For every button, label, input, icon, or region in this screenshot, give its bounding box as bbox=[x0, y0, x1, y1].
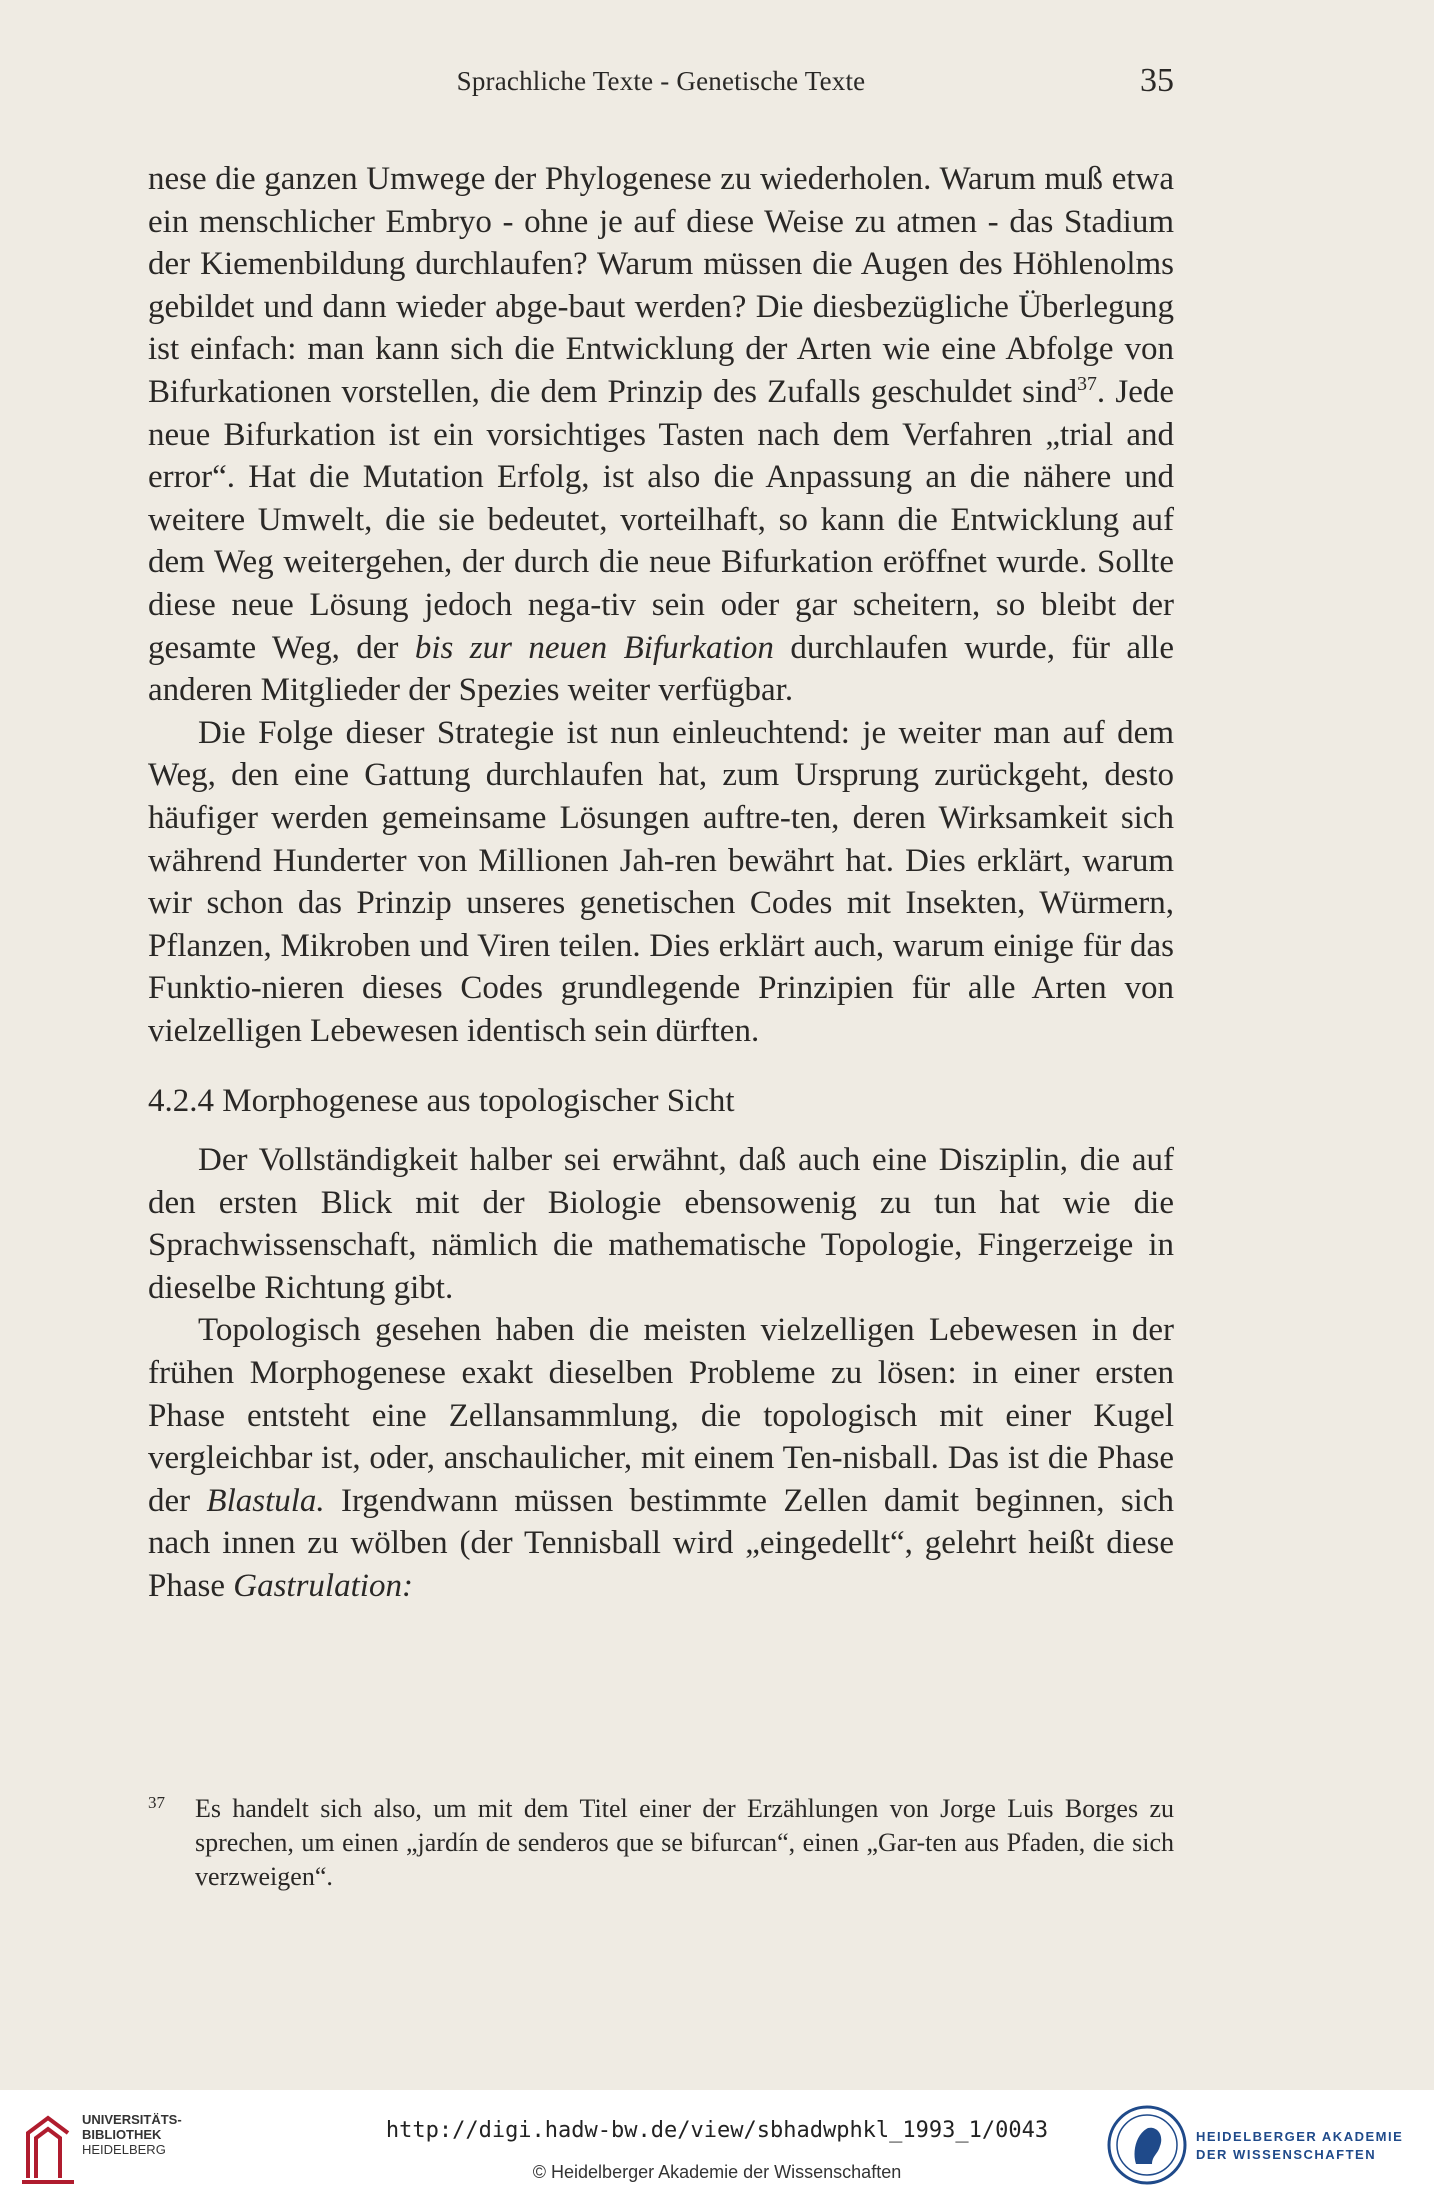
paragraph-3: Der Vollständigkeit halber sei erwähnt, daß auch eine Disziplin, die auf den ersten Blick mit der Biologie ebensowenig zu tun hat wie die Sprachwissenschaft, nämlich die mathematische Topologie, Fingerzeige in dieselbe Richtung gibt. bbox=[148, 1142, 1174, 1306]
body-text bbox=[148, 158, 1174, 1608]
footnote-reference: 37 bbox=[1077, 372, 1097, 395]
paragraph-1: nese die ganzen Umwege der Phylogenese zu wiederholen. Warum muß etwa ein menschlicher Embryo - ohne je auf diese Weise zu atmen - das Stadium der Kiemenbildung durchlaufen? Warum müssen die Augen des Höhlenolms gebildet und dann wieder abge-baut werden? Die diesbezügliche Überlegung ist einfach: man kann sich die Entwicklung der Arten wie eine Abfolge von Bifurkationen vorstellen, die dem Prinzip des Zufalls geschuldet sind$^{37}$. Jede neue Bifurkation ist ein vorsichtiges Tasten nach dem Verfahren „trial and error“. Hat die Mutation Erfolg, ist also die Anpassung an die nähere und weitere Umwelt, die sie bedeutet, vorteilhaft, so kann die Entwicklung auf dem Weg weitergehen, der durch die neue Bifurkation eröffnet wurde. Sollte diese neue Lösung jedoch nega-tiv sein oder gar scheitern, so bleibt der gesamte Weg, der bis zur neuen Bifurkation durchlaufen wurde, für alle anderen Mitglieder der Spezies weiter verfügbar. bbox=[148, 161, 1175, 709]
library-name: UNIVERSITÄTS- BIBLIOTHEK HEIDELBERG bbox=[82, 2112, 182, 2157]
footnote-number: 37 bbox=[148, 1793, 165, 1812]
academy-seal-icon bbox=[1106, 2104, 1188, 2186]
footnote bbox=[148, 1792, 1174, 1894]
viewer-footer bbox=[0, 2090, 1434, 2202]
source-url-link[interactable]: http://digi.hadw-bw.de/view/sbhadwphkl_1993_1/0043 bbox=[385, 2118, 1049, 2143]
paragraph-4: Topologisch gesehen haben die meisten vielzelligen Lebewesen in der frühen Morphogenese exakt dieselben Probleme zu lösen: in einer ersten Phase entsteht eine Zellansammlung, die topologisch mit einer Kugel vergleichbar ist, oder, anschaulicher, mit einem Ten-nisball. Das ist die Phase der Blastula. Irgendwann müssen bestimmte Zellen damit beginnen, sich nach innen zu wölben (der Tennisball wird „eingedellt“, gelehrt heißt diese Phase Gastrulation: bbox=[148, 1312, 1174, 1604]
paragraph-2: Die Folge dieser Strategie ist nun einleuchtend: je weiter man auf dem Weg, den eine Gattung durchlaufen hat, zum Ursprung zurückgeht, desto häufiger werden gemeinsame Lösungen auftre-ten, deren Wirksamkeit sich während Hunderter von Millionen Jah-ren bewährt hat. Dies erklärt, warum wir schon das Prinzip unseres genetischen Codes mit Insekten, Würmern, Pflanzen, Mikroben und Viren teilen. Dies erklärt auch, warum einige für das Funktio-nieren dieses Codes grundlegende Prinzipien für alle Arten von vielzelligen Lebewesen identisch sein dürften. bbox=[148, 714, 1174, 1049]
academy-name: HEIDELBERGER AKADEMIE DER WISSENSCHAFTEN bbox=[1196, 2129, 1404, 2162]
page-number: 35 bbox=[1140, 62, 1174, 99]
copyright-notice: © Heidelberger Akademie der Wissenschaften bbox=[532, 2162, 902, 2182]
section-heading: 4.2.4 Morphogenese aus topologischer Sicht bbox=[148, 1083, 735, 1120]
footnote-text: Es handelt sich also, um mit dem Titel einer der Erzählungen von Jorge Luis Borges zu sprechen, um einen „jardín de senderos que se bifurcan“, einen „Gar-ten aus Pfaden, die sich verzweigen“. bbox=[195, 1794, 1174, 1891]
running-head bbox=[148, 62, 1174, 108]
running-title: Sprachliche Texte - Genetische Texte bbox=[456, 66, 866, 96]
